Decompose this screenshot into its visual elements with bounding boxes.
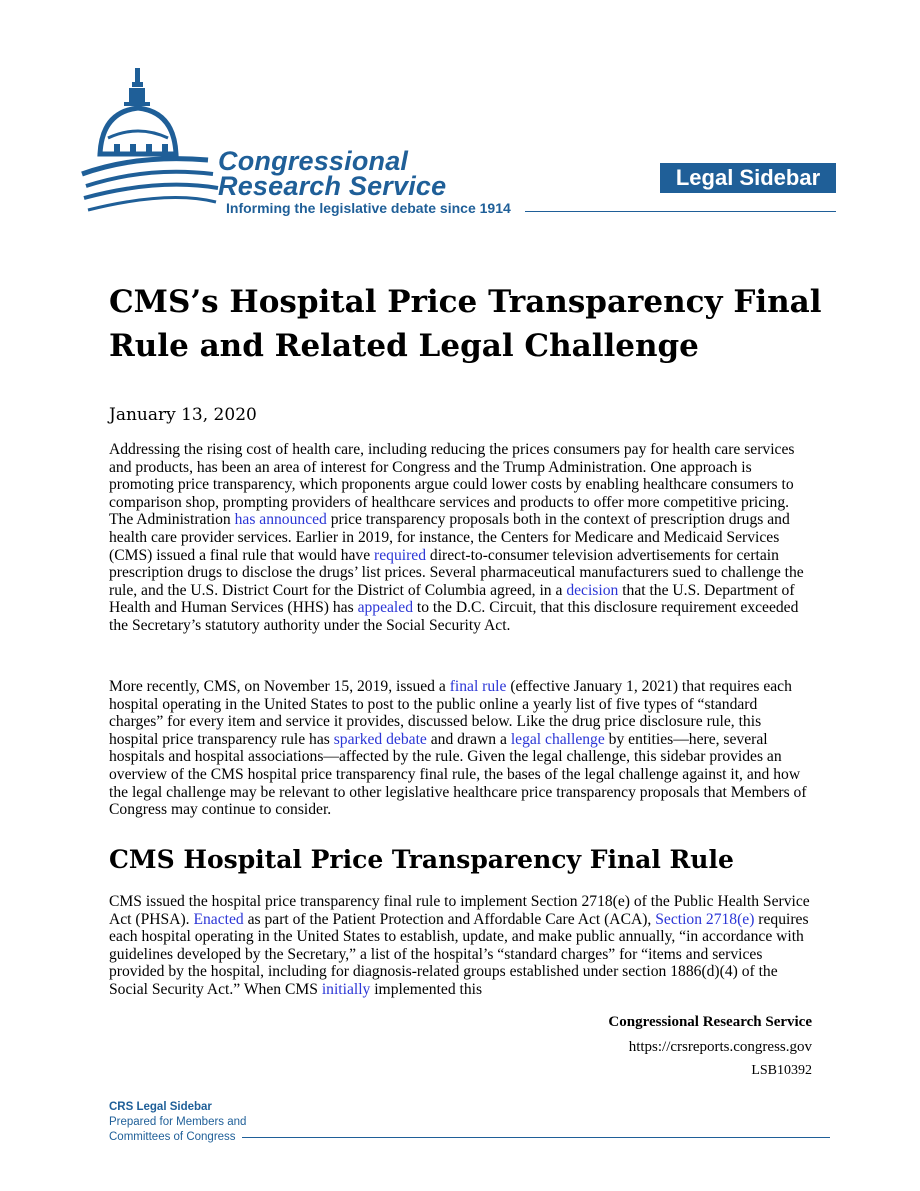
paragraph-text: that the U.S. Department of Health and Human Services (HHS) has — [109, 581, 795, 617]
document-date: January 13, 2020 — [109, 405, 257, 425]
paragraph-text: price transparency proposals both in the context of prescription drugs and health care provider services. Earlier in 2019, for instance, the Centers for Medicare and Medicaid Services (CMS) issued a final rule that would have — [109, 511, 790, 564]
inline-link[interactable]: Section 2718(e) — [655, 910, 755, 928]
side-footer-line2: Committees of Congress — [109, 1131, 236, 1143]
inline-link[interactable]: sparked debate — [333, 730, 427, 748]
footer-org: Congressional Research Service — [608, 1014, 812, 1030]
crs-tagline: Informing the legislative debate since 1914 — [226, 200, 511, 216]
paragraph-text: implemented this — [370, 980, 483, 998]
inline-link[interactable]: required — [374, 546, 426, 564]
document-title: CMS’s Hospital Price Transparency Final Rule and Related Legal Challenge — [109, 284, 822, 364]
inline-link[interactable]: Enacted — [193, 910, 244, 928]
paragraph-text: by entities—here, several hospitals and hospital associations—affected by the rule. Given the legal challenge, this sidebar provides an overview of the CMS hospital price transparency final rule, the bases of the legal challenge against it, and how the legal challenge may be relevant to other legislative healthcare price transparency proposals that Members of Congress may continue to consider. — [109, 730, 807, 819]
side-footer-line1: Prepared for Members and — [109, 1116, 247, 1128]
paragraph-text: (effective January 1, 2021) that requires each hospital operating in the United States to post to the public online a yearly list of five types of “standard charges” for every item and service it provides, discussed below. Like the drug price disclosure rule, this hospital price transparency rule has — [109, 678, 792, 748]
paragraph-text: CMS issued the hospital price transparency final rule to implement Section 2718(e) of the Public Health Service Act (PHSA). — [109, 893, 810, 928]
paragraph-text: as part of the Patient Protection and Affordable Care Act (ACA), — [243, 910, 656, 928]
paragraph-text: direct-to-consumer television advertisements for certain prescription drugs to disclose the drugs’ list prices. Several pharmaceutical manufacturers sued to challenge the rule, and the U.S. District Court for the District of Columbia agreed, in a — [109, 546, 804, 599]
footer-report-id: LSB10392 — [751, 1063, 812, 1078]
side-footer — [109, 1100, 246, 1145]
paragraph-text: requires each hospital operating in the United States to establish, update, and make public annually, “in accordance with guidelines developed by the Secretary,” a list of the hospital’s “standard charges” for “items and services provided by the hospital, including for diagnosis-related groups established under section 1886(d)(4) of the Social Security Act.” When CMS — [109, 910, 809, 998]
section-heading: CMS Hospital Price Transparency Final Rule — [109, 845, 734, 874]
legal-sidebar-badge: Legal Sidebar — [660, 163, 836, 193]
paragraph-text: More recently, CMS, on November 15, 2019, issued a — [109, 678, 450, 695]
inline-link[interactable]: final rule — [449, 678, 507, 695]
footer-url[interactable]: https://crsreports.congress.gov — [628, 1039, 812, 1055]
paragraph-recent-rule — [109, 678, 813, 819]
paragraph-text: Addressing the rising cost of health care, including reducing the prices consumers pay for health care services and products, has been an area of interest for Congress and the Trump Administration. One approach is promoting price transparency, which proponents argue could lower costs by enabling healthcare consumers to comparison shop, prompting providers of healthcare services and products to offer more competitive pricing. The Administration — [109, 441, 795, 529]
side-footer-title: CRS Legal Sidebar — [109, 1101, 212, 1113]
crs-name-line1: Congressional — [218, 146, 409, 176]
inline-link[interactable]: decision — [566, 581, 619, 599]
inline-link[interactable]: initially — [321, 980, 371, 998]
paragraph-intro — [109, 441, 813, 635]
footer-divider — [242, 1137, 830, 1138]
paragraph-section-body — [109, 893, 813, 999]
inline-link[interactable]: legal challenge — [510, 730, 605, 748]
paragraph-text: and drawn a — [426, 730, 511, 748]
header-divider — [525, 211, 836, 212]
crs-name-line2: Research Service — [218, 171, 447, 201]
inline-link[interactable]: has announced — [234, 511, 327, 529]
paragraph-text: to the D.C. Circuit, that this disclosure requirement exceeded the Secretary’s statutory authority under the Social Security Act. — [109, 599, 799, 634]
inline-link[interactable]: appealed — [357, 599, 413, 617]
